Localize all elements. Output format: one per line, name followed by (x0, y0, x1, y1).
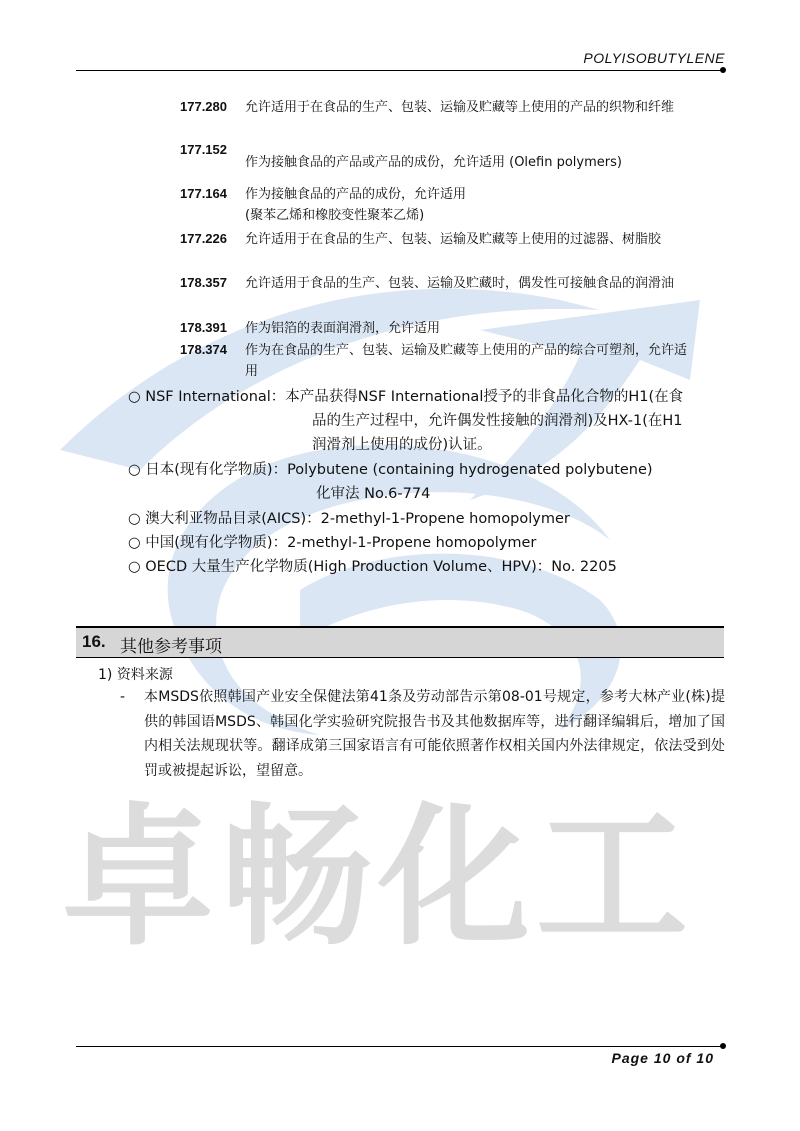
bullet-oecd: ○ OECD 大量生产化学物质(High Production Volume、HPV)：No. 2205 (128, 559, 617, 575)
list-dash: - (120, 689, 126, 705)
bullet-japan-line: ○ 日本(现有化学物质)：Polybutene (containing hydrogenated polybutene) (128, 462, 653, 478)
regulation-code: 178.374 (180, 342, 227, 357)
regulation-desc: 作为接触食品的产品的成份，允许适用 (聚苯乙烯和橡胶变性聚苯乙烯) (245, 187, 467, 223)
regulation-desc: 允许适用于食品的生产、包装、运输及贮藏时，偶发性可接触食品的润滑油 (245, 276, 675, 291)
footer-rule-dot (720, 1043, 726, 1049)
section-title: 其他参考事项 (120, 637, 222, 657)
bullet-japan (128, 458, 653, 506)
footer-rule (76, 1046, 722, 1047)
header-rule (76, 70, 722, 71)
bullet-china: ○ 中国(现有化学物质)：2-methyl-1-Propene homopolymer (128, 535, 537, 551)
watermark-company-text: 卓畅化工 (62, 789, 694, 966)
paragraph-text: 本MSDS依照韩国产业安全保健法第41条及劳动部告示第08-01号规定，参考大林产业(株)提供的韩国语MSDS、韩国化学实验研究院报告书及其他数据库等，进行翻译编辑后，增加了国内相关法规现状等。翻译成第三国家语言有可能依照著作权相关国内外法律规定，依法受到处罚或被提起诉讼，望留意。 (144, 689, 725, 779)
regulation-code: 177.164 (180, 186, 227, 201)
section-number: 16. (82, 632, 106, 651)
regulation-code: 177.280 (180, 99, 227, 114)
source-paragraph (120, 685, 725, 783)
regulation-desc: 允许适用于在食品的生产、包装、运输及贮藏等上使用的过滤器、树脂胶 (245, 232, 662, 247)
header-title: POLYISOBUTYLENE (583, 50, 725, 66)
regulation-desc: 作为铝箔的表面润滑剂，允许适用 (245, 321, 441, 336)
regulation-desc: 允许适用于在食品的生产、包装、运输及贮藏等上使用的产品的织物和纤维 (245, 100, 675, 115)
regulation-code: 177.152 (180, 142, 227, 157)
item-label: 1) 资料来源 (98, 667, 173, 683)
regulation-code: 178.357 (180, 275, 227, 290)
regulation-code: 177.226 (180, 231, 227, 246)
bullet-nsf-line: 润滑剂上使用的成份)认证。 (312, 437, 492, 453)
bullet-nsf (128, 385, 683, 457)
regulation-desc: 作为在食品的生产、包装、运输及贮藏等上使用的产品的综合可塑剂，允许适用 (245, 343, 688, 379)
section-header (76, 626, 724, 658)
page-number: Page 10 of 10 (611, 1050, 714, 1066)
regulation-code: 178.391 (180, 320, 227, 335)
bullet-nsf-line: ○ NSF International：本产品获得NSF International授予的非食品化合物的H1(在食 (128, 389, 684, 405)
regulation-desc: 作为接触食品的产品或产品的成份，允许适用 (Olefin polymers) (245, 155, 622, 170)
bullet-aics: ○ 澳大利亚物品目录(AICS)：2-methyl-1-Propene homopolymer (128, 511, 570, 527)
header-rule-dot (720, 67, 726, 73)
bullet-nsf-line: 品的生产过程中，允许偶发性接触的润滑剂)及HX-1(在H1 (312, 413, 683, 429)
bullet-japan-line: 化审法 No.6-774 (316, 486, 431, 502)
